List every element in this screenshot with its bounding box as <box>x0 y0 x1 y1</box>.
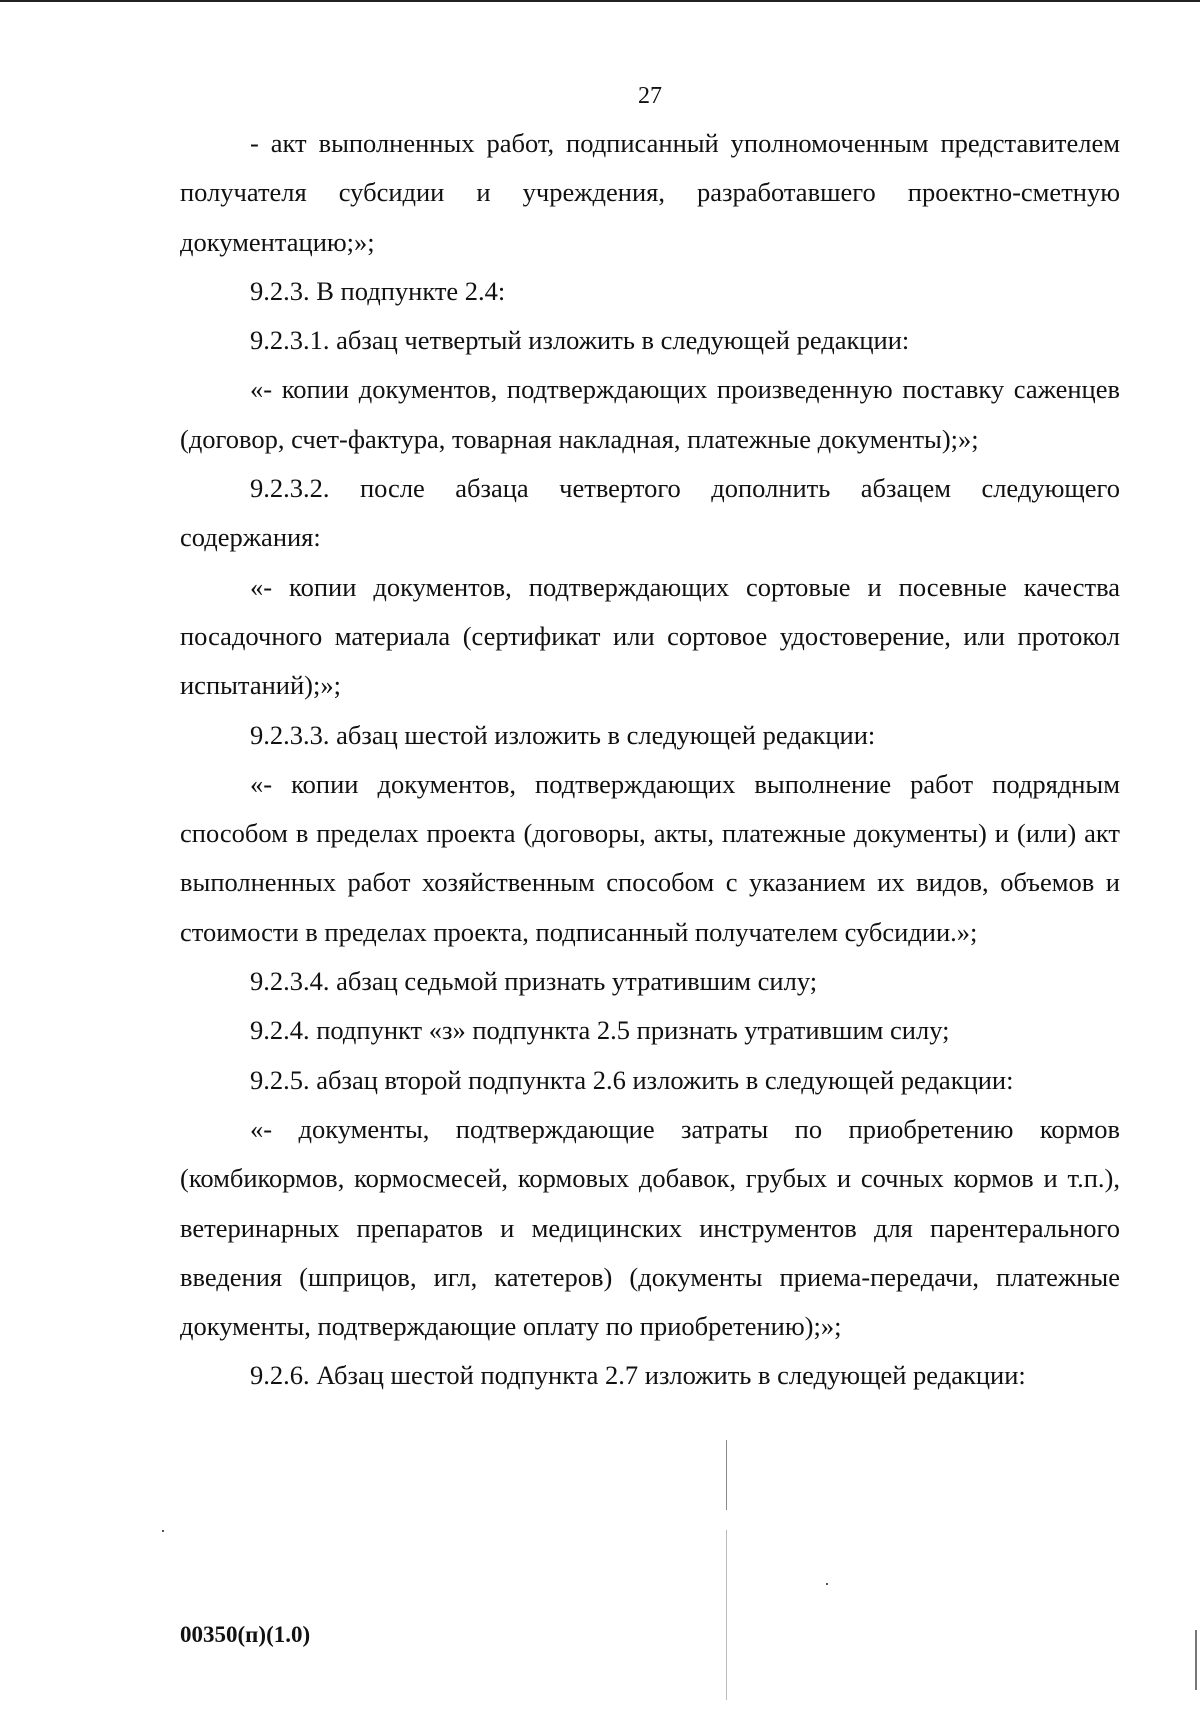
paragraph-seedlings-docs: «- копии документов, подтверждающих произведенную поставку саженцев (договор, счет-фактура, товарная накладная, платежные документы);»; <box>180 374 1120 454</box>
paragraph-9-2-4: 9.2.4. подпункт «з» подпункта 2.5 признать утратившим силу; <box>250 1015 950 1046</box>
paragraph-contract-work-docs: «- копии документов, подтверждающих выполнение работ подрядным способом в пределах проекта (договоры, акты, платежные документы) и (или) акт выполненных работ хозяйственным способом с указанием их видов, объемов и стоимости в пределах проекта, подписанный получателем субсидии.»; <box>180 768 1120 947</box>
scan-artifact-dot <box>162 1530 164 1532</box>
document-code: 00350(п)(1.0) <box>180 1622 311 1647</box>
paragraph-planting-material-docs: «- копии документов, подтверждающих сортовые и посевные качества посадочного материала (сертификат или сортовое удостоверение, или протокол испытаний);»; <box>180 571 1120 701</box>
page-number: 27 <box>638 83 662 109</box>
paragraph-9-2-3: 9.2.3. В подпункте 2.4: <box>250 275 506 306</box>
scan-artifact-dot <box>826 1583 828 1585</box>
paragraph-9-2-3-2: 9.2.3.2. после абзаца четвертого дополнить абзацем следующего содержания: <box>180 473 1120 553</box>
scan-artifact-line <box>726 1440 727 1510</box>
paragraph-act-of-work: - акт выполненных работ, подписанный уполномоченным представителем получателя субсидии и учреждения, разработавшего проектно-сметную документацию;»; <box>180 128 1120 257</box>
paragraph-9-2-6: 9.2.6. Абзац шестой подпункта 2.7 изложить в следующей редакции: <box>250 1360 1026 1391</box>
scan-top-border <box>0 0 1200 2</box>
scan-artifact-line <box>726 1530 727 1700</box>
paragraph-9-2-3-1: 9.2.3.1. абзац четвертый изложить в следующей редакции: <box>250 325 910 356</box>
paragraph-9-2-5: 9.2.5. абзац второй подпункта 2.6 изложить в следующей редакции: <box>250 1064 1014 1095</box>
paragraph-9-2-3-4: 9.2.3.4. абзац седьмой признать утратившим силу; <box>250 966 818 997</box>
scan-artifact-dot <box>1195 1630 1197 1690</box>
paragraph-feed-costs-docs: «- документы, подтверждающие затраты по приобретению кормов (комбикормов, кормосмесей, кормовых добавок, грубых и сочных кормов и т.п.), ветеринарных препаратов и медицинских инструментов для парентерального введения (шприцов, игл, катетеров) (документы приема-передачи, платежные документы, подтверждающие оплату по приобретению);»; <box>180 1113 1120 1342</box>
paragraph-9-2-3-3: 9.2.3.3. абзац шестой изложить в следующей редакции: <box>250 719 876 750</box>
document-body <box>180 119 1120 1401</box>
